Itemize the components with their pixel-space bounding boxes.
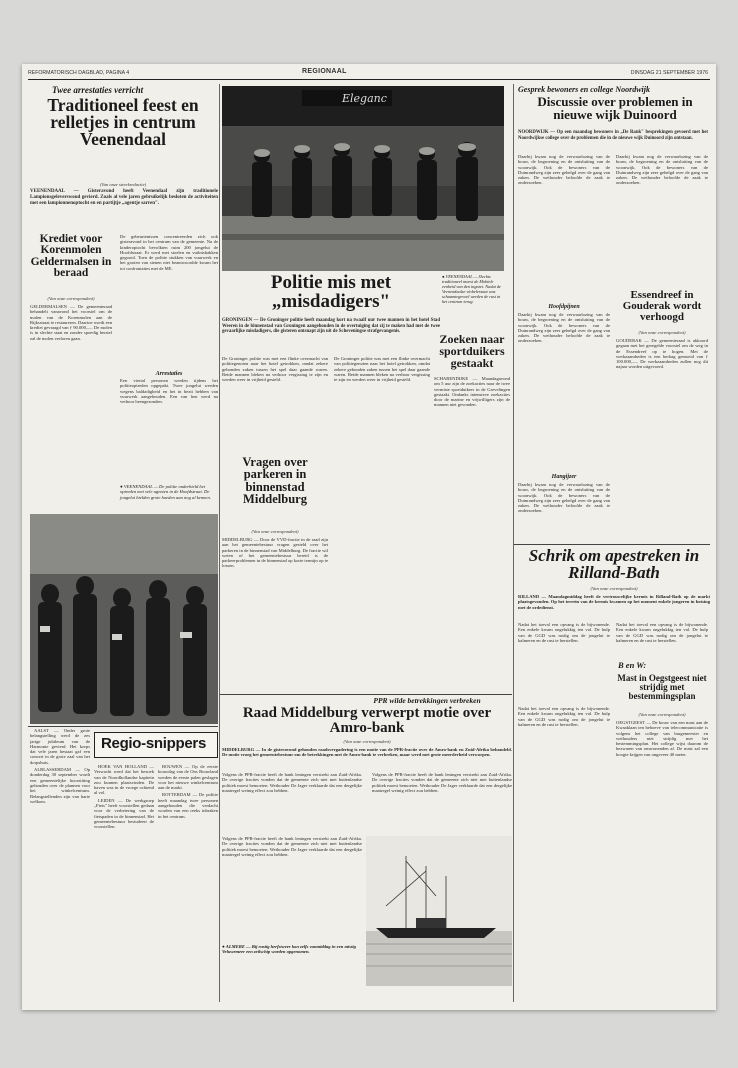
veenendaal-body: De gebeurtenissen concentreerden zich ook gisteravond in het centrum van de gemeente. Na de kinderoptocht bevolkten ruim 200 jongelui de Hoofdstraat. Er werd met stoelen en vuilnisbakken gegooid. Toen de politie stukken van vuurwerk en het gooien van stenen niet beantwoordde kwam het tot confrontaties met de ME.: [120, 234, 218, 271]
regio-col-1: AALST — Onder grote belangstelling werd de zes jarige jubileum van de Harmonie gevierd. Het korps dat vele jaren bestaat gaf een concert in de grote zaal van het dorpshuis. ALBLASSERDAM — Op donderdag 30 september wordt een gemeentelijke hoorzitting gehouden over de plannen voor het winkelcentrum. Belangstellenden zijn van harte welkom.: [30, 728, 90, 804]
gesprek-body: Daarbij kwam nog de verwaarlozing van de bouw, de begroening en de ontsluiting van de woonwijk. Ook de bewoners van de Duinrandweg zijn zeer gebelgd over de gang van zaken. De wethouder beloofde de zaak te onderzoeken.: [518, 154, 610, 186]
krediet-byline: (Van onze correspondent): [47, 296, 95, 301]
header-rule: [28, 79, 710, 80]
raad-body-3: Volgens de PPR-fractie heeft de bank leningen verstrekt aan Zuid-Afrika. De overige fracties vonden dat de gemeente zich niet met buitenlandse politiek moest bemoeien. Wethouder De Jager verklaarde dat een dergelijke maatregel weinig effect zou hebben.: [222, 836, 362, 857]
raad-headline: Raad Middelburg verwerpt motie over Amro-bank: [242, 705, 492, 736]
vragen-headline: Vragen over parkeren in binnenstad Middelburg: [242, 455, 308, 506]
photo-harbor: [366, 836, 512, 986]
gesprek-body-2: Daarbij kwam nog de verwaarlozing van de bouw, de begroening en de ontsluiting van de woonwijk. Ook de bewoners van de Duinrandweg zijn zeer gebelgd over de gang van zaken. De wethouder beloofde de zaak te onderzoeken.: [518, 312, 610, 344]
politie-body-cont: De Groninger politie was met een flinke overmacht van politiegenoten naar het hotel getrokken, omdat zekere gebonden zaken tussen het spel daar gaande waren. Beide mannen bleken na verhoor vergissing te zijn en werden weer in vrijheid gesteld.: [334, 356, 430, 383]
photo-riot-police: [222, 86, 504, 271]
regio-col-2: HOEK VAN HOLLAND — Verwacht werd dat het bezoek van de Noordhollandse kapitein zou kunnen plaatsvinden. De haven was in de vroege ochtend al vol. LEIDEN — De werkgroep „Fiets" heeft voorstellen gedaan voor de verbetering van de fietspaden in de binnenstad. Het gemeentebestuur bestudeert de voorstellen.: [94, 764, 154, 830]
bw-body: OEGSTGEEST — De bouw van een mast aan de Kwaaklaan ten behoeve van telecommunicatie is volgens het college van burgemeester en wethouders niet strijdig met het bestemmingsplan. Het college wijst daarom de bezwaren van omwonenden af. De mast zal een hoogte krijgen van ongeveer 40 meter.: [616, 720, 708, 757]
arrestaties-subhead: Arrestaties: [155, 371, 183, 377]
krediet-headline: Krediet voor Korenmolen Geldermalsen in beraad: [30, 233, 112, 279]
schrik-body: Nadat het toeval een opvang is de bijwonende. Een enkele kwam ongelukkig ten val. De hulp van de GGD was nodig om de jongelui te kalmeren en de rust te herstellen.: [518, 622, 610, 643]
gesprek-body-3: Daarbij kwam nog de verwaarlozing van de bouw, de begroening en de ontsluiting van de woonwijk. Ook de bewoners van de Duinrandweg zijn zeer gebelgd over de gang van zaken. De wethouder beloofde de zaak te onderzoeken.: [518, 482, 610, 514]
essendreef-byline: (Van onze correspondent): [638, 330, 686, 335]
photo2-caption: ● VEENENDAAL — De politie onderhield het optreden met vele agenten in de Hoofdstraat. De jongelui hielden grote hoeden aan nog al kennen.: [120, 484, 211, 500]
bw-headline: Mast in Oegstgeest niet strijdig met bestemmingsplan: [617, 673, 707, 701]
harbor-image: [366, 836, 512, 986]
gesprek-body-4: Daarbij kwam nog de verwaarlozing van de bouw, de begroening en de ontsluiting van de woonwijk. Ook de bewoners van de Duinrandweg zijn zeer gebelgd over de gang van zaken. De wethouder beloofde de zaak te onderzoeken.: [616, 154, 708, 186]
schrik-byline: (Van onze correspondent): [590, 586, 638, 591]
raad-body-2: Volgens de PPR-fractie heeft de bank leningen verstrekt aan Zuid-Afrika. De overige fracties vonden dat de gemeente zich niet met buitenlandse politiek moest bemoeien. Wethouder De Jager verklaarde dat een dergelijke maatregel weinig effect zou hebben.: [372, 772, 512, 793]
raad-byline: (Van onze correspondent): [343, 739, 391, 744]
arrestaties-body: Een viertal personen werden tijdens het politieoptreden opgepakt. Twee jongelui werden wegens baldadigheid en het in bezit hebben van vuurwerk aangehouden. Een van hen werd na verhoor heengezonden.: [120, 378, 218, 405]
header-left: REFORMATORISCH DAGBLAD, PAGINA 4: [28, 70, 130, 76]
regio-title: Regio-snippers: [101, 735, 206, 752]
vragen-byline: (Van onze correspondent): [251, 529, 299, 534]
politie-headline: Politie mis met „misdadigers": [270, 272, 392, 312]
header-section: REGIONAAL: [302, 68, 347, 75]
zoeken-headline: Zoeken naar sportduikers gestaakt: [439, 332, 505, 370]
vragen-body: MIDDELBURG — Door de VVD-fractie in de raad zijn aan het gemeentebestuur vragen gesteld over het parkeren in de binnenstad van Middelburg. De fractie wil weten of het gemeentebestuur bereid is de parkeerproblemen in de binnenstad op korte termijn op te lossen.: [222, 537, 328, 569]
raad-lead: MIDDELBURG — In de gisteravond gehouden raadsvergadering is een motie van de PPR-fractie over de Amro-bank en Zuid-Afrika behandeld. De motie vroeg het gemeentebestuur om de betrekkingen met de Amro-bank te verbreken, maar werd met grote meerderheid verworpen.: [222, 747, 512, 758]
newspaper-page: [22, 64, 716, 1010]
schrik-lead: RILLAND — Maandagmiddag heeft de vertrouwelijke kermis in Rilland-Bath op de markt plaatsgevonden. Op het terrein van de kermis kwamen op het moment enkele jongeren in botsing met de ordedienst.: [518, 594, 710, 610]
veenendaal-kicker: Twee arrestaties verricht: [52, 85, 144, 95]
gesprek-kicker: Gesprek bewoners en college Noordwijk: [518, 85, 650, 94]
regio-col-3: BOUWEN — Op de eerste bouwdag van de Ons Bouwland werden de eerste palen geslagen voor het nieuwe winkelcentrum aan de markt. ROTTERDAM — De politie heeft maandag twee personen aangehouden die verdacht worden van een reeks inbraken in het centrum.: [158, 764, 218, 819]
header-date: DINSDAG 21 SEPTEMBER 1976: [630, 70, 708, 76]
gesprek-lead: NOORDWIJK — Op een maandag bewoners in „De Rank" besprekingen gevoerd met het Noordwijkse college over de problemen die in de nieuwe wijk Duinoord zijn ontstaan.: [518, 130, 708, 141]
bw-byline: (Van onze correspondent): [638, 712, 686, 717]
veenendaal-byline: (Van onze streekredactie): [99, 182, 147, 187]
shop-sign: Eleganc: [342, 92, 387, 105]
veenendaal-lead: VEENENDAAL — Gisteravond heeft Veenendaal zijn traditionele Lampionsgeleverswoud gevierd. Zoals al vele jaren gebruikelijk besloten de activiteiten met een lampionnenoptocht en en partijtje „agentje sarren".: [30, 189, 218, 206]
photo1-caption: ● VEENENDAAL — Slechts traditioneel moest de Mobiele eenheid van den ingezet. Nadat de Veenendaalse viobelerzaat was schaamtegevoel werden de rust in het centrum terug.: [442, 274, 501, 304]
schrik-body-3: Nadat het toeval een opvang is de bijwonende. Een enkele kwam ongelukkig ten val. De hulp van de GGD was nodig om de jongelui te kalmeren en de rust te herstellen.: [518, 706, 610, 727]
regio-title-box: [94, 732, 218, 758]
schrik-headline: Schrik om apestreken in Rilland-Bath: [528, 546, 700, 582]
essendreef-headline: Essendreef in Gouderak wordt verhoogd: [622, 289, 702, 323]
veenendaal-headline: Traditioneel feest en relletjes in centrum Veenendaal: [47, 95, 199, 150]
crowd-image: [30, 514, 218, 724]
krediet-body: GELDERMALSEN — De gemeenteraad behandelt vanavond het voorstel om de molen van de Korenmolen aan de Rijksstraat te restaureren. Daartoe wordt een krediet gevraagd van ƒ 90.000,—. De molen is in slechte staat en zonder spoedig herstel zal de molen verloren gaan.: [30, 304, 112, 341]
politie-body: De Groninger politie was met een flinke overmacht van politiegenoten naar het hotel getrokken, omdat zekere gebonden zaken tussen het spel daar gaande waren. Beide mannen bleken na verhoor vergissing te zijn en werden weer in vrijheid gesteld.: [222, 356, 328, 383]
photo3-caption: ● ALMERE — Bij rustig herfstweer kon zelfs vanmiddag in een mistig Veluwemeer een zeilschip worden opgenomen.: [222, 944, 356, 955]
bw-kicker: B en W:: [618, 660, 647, 670]
zoeken-body: SCHARENDIJKE — Maandagavond om 5 uur zijn de zoekacties naar de twee vermiste sportduikers in de Grevelingen gestaakt. Ondanks intensieve zoekacties door de marine en vrijwilligers zijn de mannen niet gevonden.: [434, 376, 510, 408]
gesprek-subhead-1: Hoofdpijnen: [548, 304, 580, 310]
politie-lead: GRONINGEN — De Groninger politie heeft maandag kort na twaalf uur twee mannen in het hotel Stad Weeren in de binnenstad van Groningen aangehouden in de overtuiging dat zij te maken had met de twee gevaarlijke misdadigers, die gisteren ontsnapt zijn uit de Scheveningse strafgevangenis.: [222, 318, 440, 335]
riot-police-image: [222, 86, 504, 271]
gesprek-headline: Discussie over problemen in nieuwe wijk Duinoord: [537, 94, 693, 122]
schrik-body-2: Nadat het toeval een opvang is de bijwonende. Een enkele kwam ongelukkig ten val. De hulp van de GGD was nodig om de jongelui te kalmeren en de rust te herstellen.: [616, 622, 708, 643]
photo-crowd: [30, 514, 218, 724]
raad-body: Volgens de PPR-fractie heeft de bank leningen verstrekt aan Zuid-Afrika. De overige fracties vonden dat de gemeente zich niet met buitenlandse politiek moest bemoeien. Wethouder De Jager verklaarde dat een dergelijke maatregel weinig effect zou hebben.: [222, 772, 362, 793]
essendreef-body: GOUDERAK — De gemeenteraad is akkoord gegaan met het geregelde voorstel om de weg in de Essendreef op te hogen. Met de werkzaamheden is een bedrag gemoeid van ƒ 100.000,—. De werkzaamheden zullen nog dit najaar worden uitgevoerd.: [616, 338, 708, 370]
raad-kicker: PPR wilde betrekkingen verbreken: [373, 696, 481, 705]
gesprek-subhead-2: Hangijzer: [551, 474, 577, 480]
